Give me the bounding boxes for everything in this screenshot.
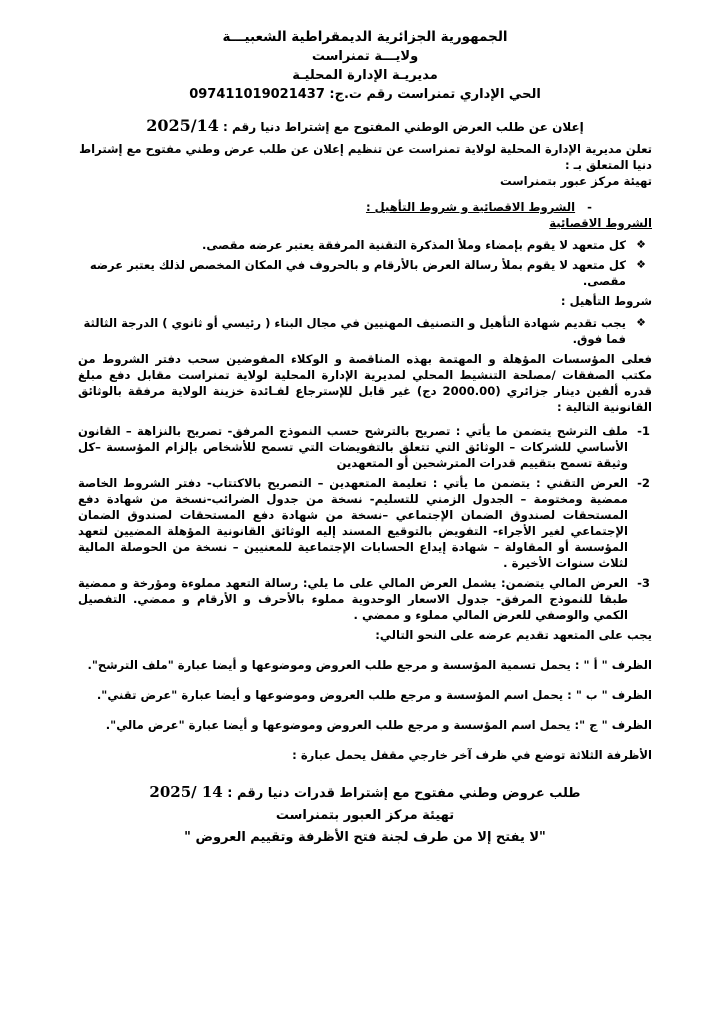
document-number: 1- — [637, 424, 650, 438]
envelope-inscription — [78, 781, 652, 849]
conditions-heading-text: الشروط الاقصائية و شروط التأهيل : — [365, 200, 576, 214]
intro-paragraph — [78, 141, 652, 189]
closing-number: 14 /2025 — [149, 783, 223, 801]
document-number: 2- — [637, 476, 650, 490]
closing-line-3: "لا يفتح إلا من طرف لجنة فتح الأظرفة وتقييم العروض " — [184, 830, 546, 845]
qualification-list — [78, 315, 652, 347]
exclusion-list — [78, 237, 652, 289]
wilaya-name: ولايـــة تمنراست — [311, 49, 419, 64]
list-item: ❖ كل متعهد لا يقوم بإمضاء وملأ المذكرة التقنية المرفقة يعتبر عرضه مقصى. — [78, 237, 626, 253]
document-number: 3- — [637, 576, 650, 590]
project-subject: تهيئة مركز عبور بتمنراست — [499, 174, 652, 188]
republic-title: الجمهورية الجزائرية الديمقراطية الشعبيـــة — [222, 29, 508, 45]
announcement-title-text: إعلان عن طلب العرض الوطني المفتوح مع إشتراط دنيا رقم : — [223, 120, 584, 134]
closing-line-1-text: طلب عروض وطني مفتوح مع إشتراط قدرات دنيا رقم : — [227, 786, 581, 801]
document-title: ملف الترشح يتضمن ما يأتي : — [455, 424, 628, 438]
document-item — [78, 575, 650, 623]
exclusion-title: الشروط الاقصائية — [549, 216, 652, 230]
qualification-title: شروط التأهيل : — [560, 294, 652, 308]
conditions-heading: - الشروط الاقصائية و شروط التأهيل : — [365, 200, 592, 214]
document-title: العرض التقني : يتضمن ما يأتي : — [432, 476, 628, 490]
document-text: تعليمة المتعهدين – التصريح بالاكتتاب- دفتر الشروط الخاصة ممضية ومختومة – الجدول الزمني للتسليم- نسخة من جدول الضرائب-نسخة من شهادة دفع المستحقات لصندوق الضمان الإجتماعي –نسخة من شهادة دفع المستحقات لصندوق الضمان الإجتماعي لغير الأجراء- التفويض بالتوقيع المسند إليه الوثائق القانونية المؤهلة المضيين لتعهد المؤسسة أو المقاولة – شهادة إيداع الحسابات الإجتماعية للمعنيين – نسخة من الحوصلة المالية لثلاث سنوات الأخيرة . — [78, 476, 628, 570]
envelope-b: الظرف " ب " : يحمل اسم المؤسسة و مرجع طلب العروض وموضوعها و أيضا عبارة "عرض تقني". — [96, 688, 652, 702]
document-text: تصريح بالترشح حسب النموذج المرفق- تصريح بالنزاهة – القانون الأساسي للشركات – الوثائق التي تتعلق بالتفويضات التي تسمح للأشخاص بإلزام المؤسسة –كل وثيقة تسمح بتقييم قدرات المترشحين أو المتعهدين — [78, 424, 628, 470]
list-item: ❖ يجب تقديم شهادة التأهيل و التصنيف المهنيين في مجال البناء ( رئيسي أو ثانوي ) الدرجة الثالثة فما فوق. — [78, 315, 626, 347]
document-title: العرض المالي يتضمن: — [501, 576, 628, 590]
directorate-name: مديريـة الإدارة المحليـة — [292, 68, 438, 83]
conditions-section — [78, 199, 652, 347]
eligibility-paragraph: فعلى المؤسسات المؤهلة و المهتمة بهذه المناقصة و الوكلاء المفوضين سحب دفتر الشروط من مكتب الصفقات /مصلحة التنشيط المحلي لمديرية الإدارة المحلية لولاية تمنراست مقابل دفع مبلغ قدره ألفين دينار جزائري (2000.00 دج) غير قابل للإسترجاع لفـائدة خزينة الولاية مرفقة بالوثائق القانونية التالية : — [78, 352, 652, 414]
announcement-number: 2025/14 — [146, 116, 219, 135]
submission-intro: يجب على المتعهد تقديم عرضه على النحو التالي: — [375, 628, 652, 642]
documents-list — [78, 423, 652, 623]
district-reference: الحي الإداري تمنراست رقم ت.ج: 097411019021437 — [189, 87, 541, 102]
list-item: ❖ كل متعهد لا يقوم بملأ رسالة العرض بالأرقام و بالحروف في المكان المخصص لذلك يعتبر عرضه مقصى. — [78, 257, 626, 289]
closing-line-1 — [78, 781, 652, 805]
document-item — [78, 423, 650, 471]
document-text: يشمل العرض المالي على ما يلي: رسالة التعهد مملوءة ومؤرخة و ممضية طبقا للنموذج المرفق- جدول الاسعار الوحدوية مملوء بالأحرف و الأرقام و ممضي. التفصيل الكمي والوصفي للعرض المالي مملوء و ممضي . — [78, 576, 628, 622]
outer-envelope-note: الأظرفة الثلاثة توضع في ظرف آخر خارجي مقفل يحمل عبارة : — [292, 748, 652, 762]
intro-text: تعلن مديرية الإدارة المحلية لولاية تمنراست عن تنظيم إعلان عن طلب عرض وطني مفتوح مع إشتراط دنيا المتعلق بـ : — [79, 142, 652, 172]
letterhead — [78, 28, 652, 104]
envelope-a: الظرف " أ " : يحمل تسمية المؤسسة و مرجع طلب العروض وموضوعها و أيضا عبارة "ملف الترشح". — [87, 658, 652, 672]
announcement-title — [78, 118, 652, 135]
envelope-c: الظرف " ج ": يحمل اسم المؤسسة و مرجع طلب العروض وموضوعها و أيضا عبارة "عرض مالي". — [105, 718, 652, 732]
closing-line-2: تهيئة مركز العبور بتمنراست — [275, 808, 455, 823]
document-item — [78, 475, 650, 571]
